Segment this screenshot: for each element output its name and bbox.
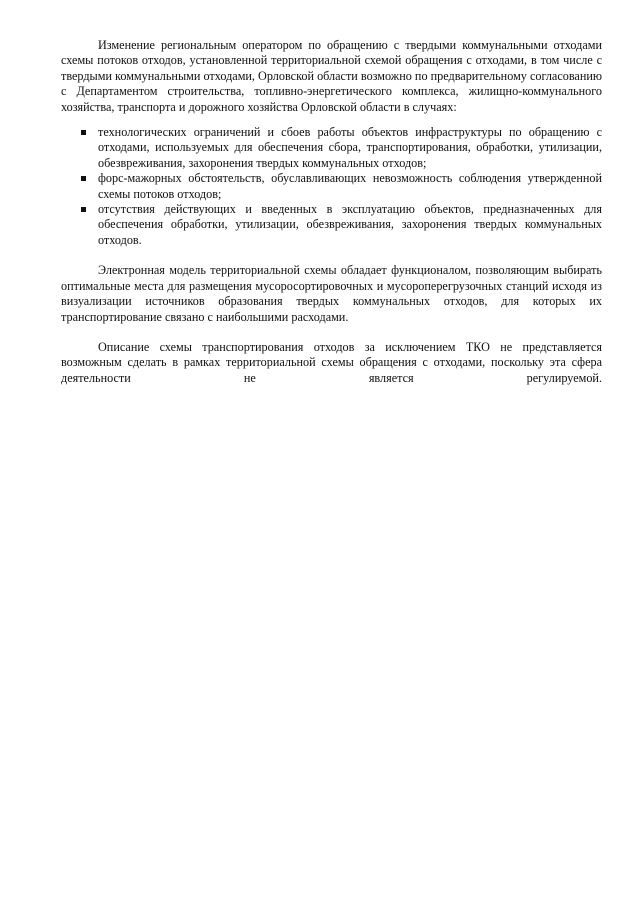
list-item-text: технологических ограничений и сбоев работы объектов инфраструктуры по обращению с отходами, используемых для обеспечения сбора, транспортирования, обработки, утилизации, обезвреживания, захоронения твердых коммунальных отходов; <box>98 125 602 170</box>
list-item <box>61 125 602 171</box>
document-page <box>61 38 602 386</box>
square-bullet-icon <box>81 130 86 135</box>
list-item-text: форс-мажорных обстоятельств, обуславливающих невозможность соблюдения утвержденной схемы потоков отходов; <box>98 171 602 201</box>
paragraph-electronic-model: Электронная модель территориальной схемы обладает функционалом, позволяющим выбирать оптимальные места для размещения мусоросортировочных и мусороперегрузочных станций исходя из визуализации источников образования твердых коммунальных отходов, для которых их транспортирование связано с наибольшими расходами. <box>61 263 602 324</box>
square-bullet-icon <box>81 176 86 181</box>
list-item <box>61 202 602 248</box>
list-item <box>61 171 602 202</box>
list-item-text: отсутствия действующих и введенных в эксплуатацию объектов, предназначенных для обеспечения обработки, утилизации, обезвреживания, захоронения твердых коммунальных отходов. <box>98 202 602 247</box>
paragraph-transport-description: Описание схемы транспортирования отходов за исключением ТКО не представляется возможным сделать в рамках территориальной схемы обращения с отходами, поскольку эта сфера деятельности не является регулируемой. <box>61 339 602 385</box>
square-bullet-icon <box>81 207 86 212</box>
conditions-list <box>61 125 602 248</box>
paragraph-intro: Изменение региональным оператором по обращению с твердыми коммунальными отходами схемы потоков отходов, установленной территориальной схемой обращения с отходами, в том числе с твердыми коммунальными отходами, Орловской области возможно по предварительному согласованию с Департаментом строительства, топливно-энергетического комплекса, жилищно-коммунального хозяйства, транспорта и дорожного хозяйства Орловской области в случаях: <box>61 38 602 114</box>
